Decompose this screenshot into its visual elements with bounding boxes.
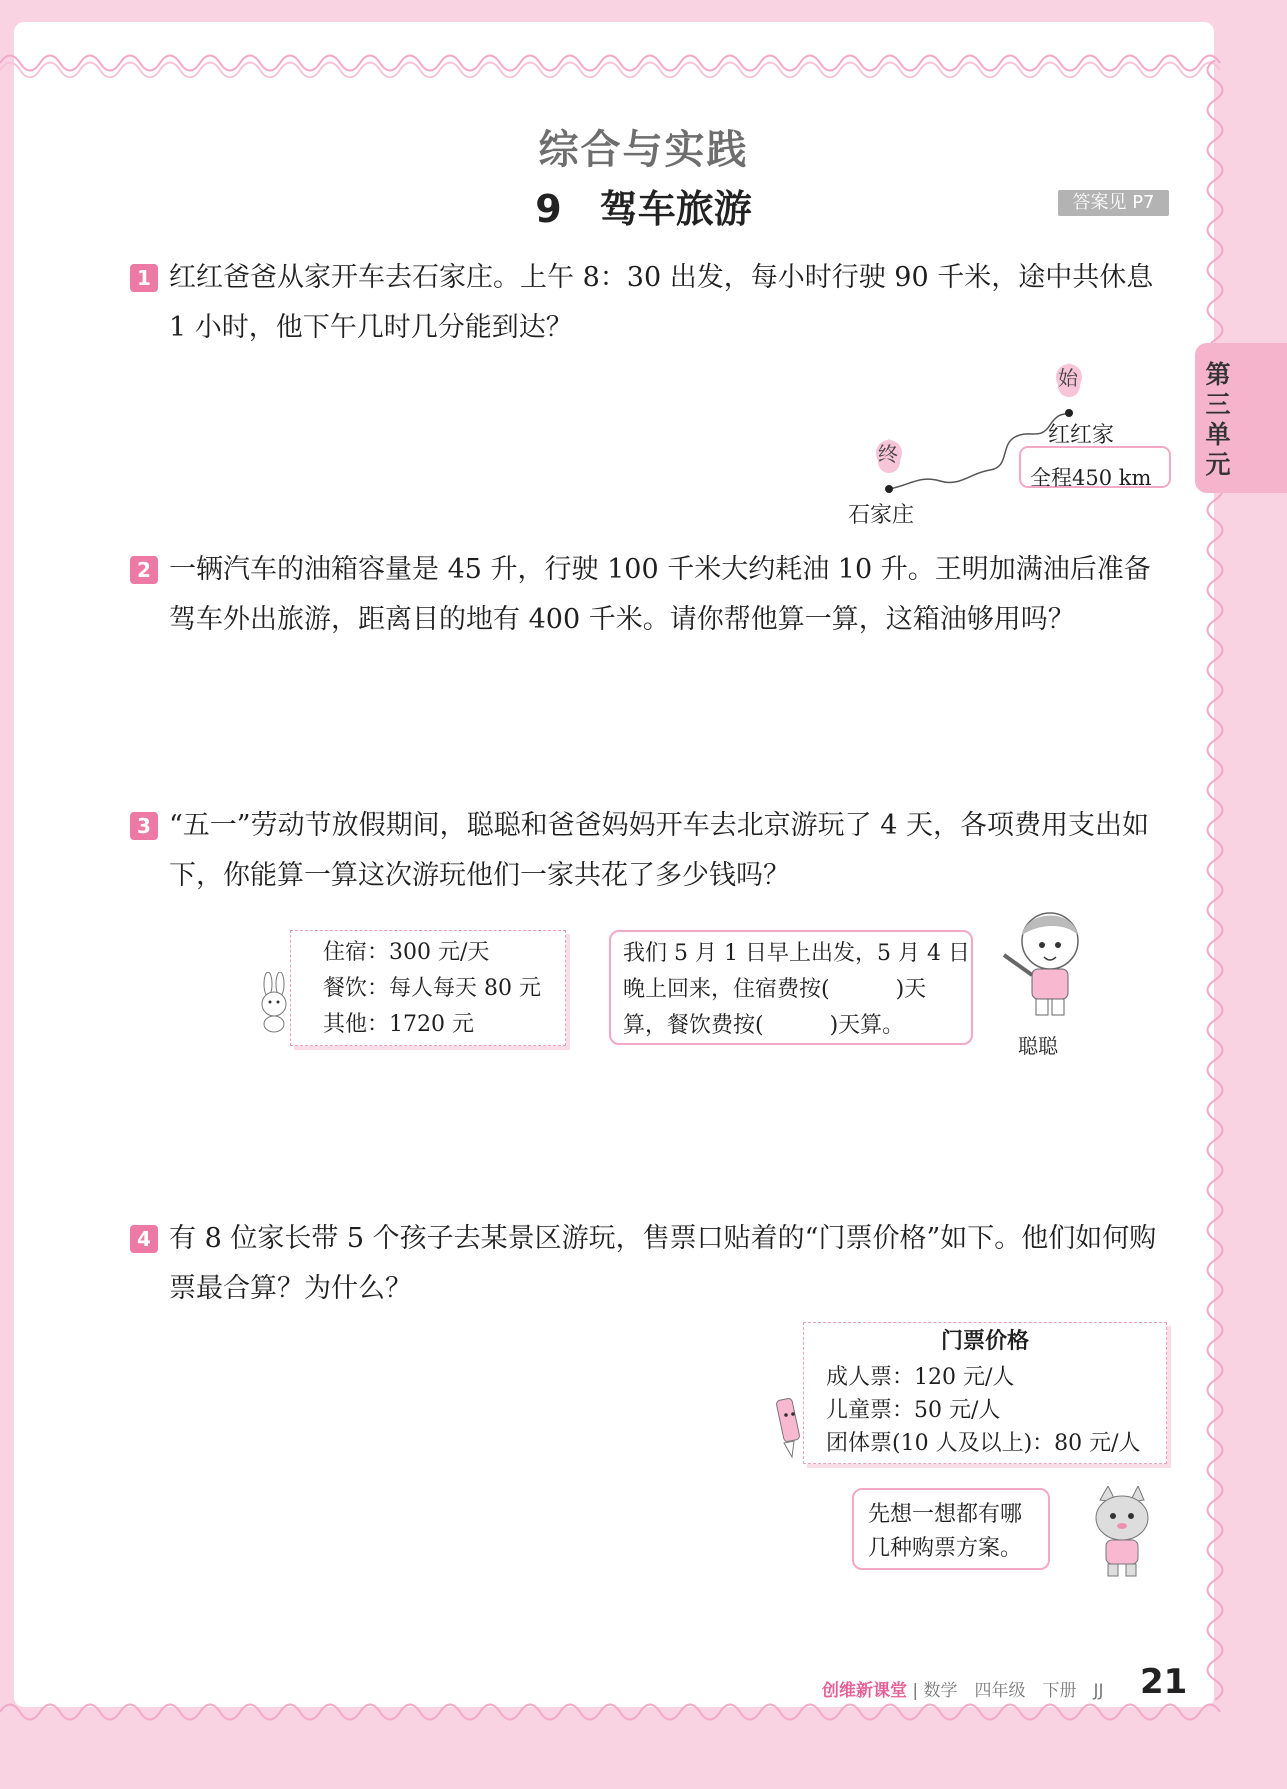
section-title: 综合与实践 bbox=[538, 127, 749, 173]
expense-line-lodging: 住宿：300 元/天 bbox=[323, 940, 490, 965]
boy-name-label: 聪聪 bbox=[1018, 1034, 1058, 1058]
top-wavy-border bbox=[0, 48, 1287, 78]
bubble-line-2: 晚上回来，住宿费按( )天 bbox=[623, 977, 927, 1002]
footer-brand: 创维新课堂 bbox=[822, 1681, 907, 1701]
page-number: 21 bbox=[1140, 1662, 1188, 1702]
bubble-line-3: 算，餐饮费按( )天算。 bbox=[623, 1013, 905, 1038]
bubble-line-1: 我们 5 月 1 日早上出发，5 月 4 日 bbox=[623, 941, 970, 966]
congcong-speech-bubble bbox=[609, 930, 973, 1045]
hint-line-2: 几种购票方案。 bbox=[868, 1536, 1023, 1561]
question-4-text: 有 8 位家长带 5 个孩子去某景区游玩，售票口贴着的“门票价格”如下。他们如何购票最合算？为什么？ bbox=[169, 1223, 1157, 1304]
expenses-box bbox=[290, 930, 566, 1046]
footer-book-info bbox=[822, 1676, 1104, 1701]
distance-label: 全程450 km bbox=[1030, 466, 1152, 490]
lesson-title: 9 驾车旅游 bbox=[535, 187, 752, 231]
question-1-number: 1 bbox=[130, 264, 158, 292]
hint-line-1: 先想一想都有哪 bbox=[868, 1502, 1023, 1527]
boy-congcong-icon bbox=[996, 905, 1092, 1017]
expense-line-other: 其他：1720 元 bbox=[323, 1012, 474, 1037]
cat-mascot-icon bbox=[1082, 1486, 1162, 1578]
bottom-wavy-border bbox=[0, 1700, 1287, 1730]
footer-book-details: | 数学 四年级 下册 JJ bbox=[912, 1681, 1104, 1701]
question-4-number: 4 bbox=[130, 1225, 158, 1253]
start-marker-label: 始 bbox=[1058, 366, 1078, 390]
question-2-number: 2 bbox=[130, 556, 158, 584]
hint-speech-bubble bbox=[852, 1488, 1050, 1570]
question-1-text: 红红爸爸从家开车去石家庄。上午 8：30 出发，每小时行驶 90 千米，途中共休息 1 小时，他下午几时几分能到达？ bbox=[169, 262, 1154, 343]
start-place-label: 红红家 bbox=[1048, 423, 1115, 448]
end-place-label: 石家庄 bbox=[848, 503, 915, 528]
expense-line-meals: 餐饮：每人每天 80 元 bbox=[323, 976, 541, 1001]
answer-reference-badge: 答案见 P7 bbox=[1058, 190, 1169, 216]
ticket-price-title: 门票价格 bbox=[940, 1329, 1029, 1354]
right-wavy-border bbox=[1200, 60, 1230, 1710]
ticket-line-group: 团体票(10 人及以上)：80 元/人 bbox=[826, 1431, 1141, 1456]
question-2-text: 一辆汽车的油箱容量是 45 升，行驶 100 千米大约耗油 10 升。王明加满油后准备驾车外出旅游，距离目的地有 400 千米。请你帮他算一算，这箱油够用吗？ bbox=[169, 554, 1151, 635]
unit-side-tab-label: 第三单元 bbox=[1205, 360, 1231, 479]
end-marker-label: 终 bbox=[878, 442, 898, 466]
pencil-mascot-icon bbox=[772, 1395, 808, 1460]
rabbit-icon bbox=[250, 972, 300, 1034]
ticket-line-adult: 成人票：120 元/人 bbox=[826, 1365, 1015, 1390]
ticket-line-child: 儿童票：50 元/人 bbox=[826, 1398, 1001, 1423]
ticket-price-box bbox=[803, 1322, 1167, 1464]
question-3-number: 3 bbox=[130, 812, 158, 840]
question-3-text: “五一”劳动节放假期间，聪聪和爸爸妈妈开车去北京游玩了 4 天，各项费用支出如下，你能算一算这次游玩他们一家共花了多少钱吗？ bbox=[169, 810, 1149, 891]
